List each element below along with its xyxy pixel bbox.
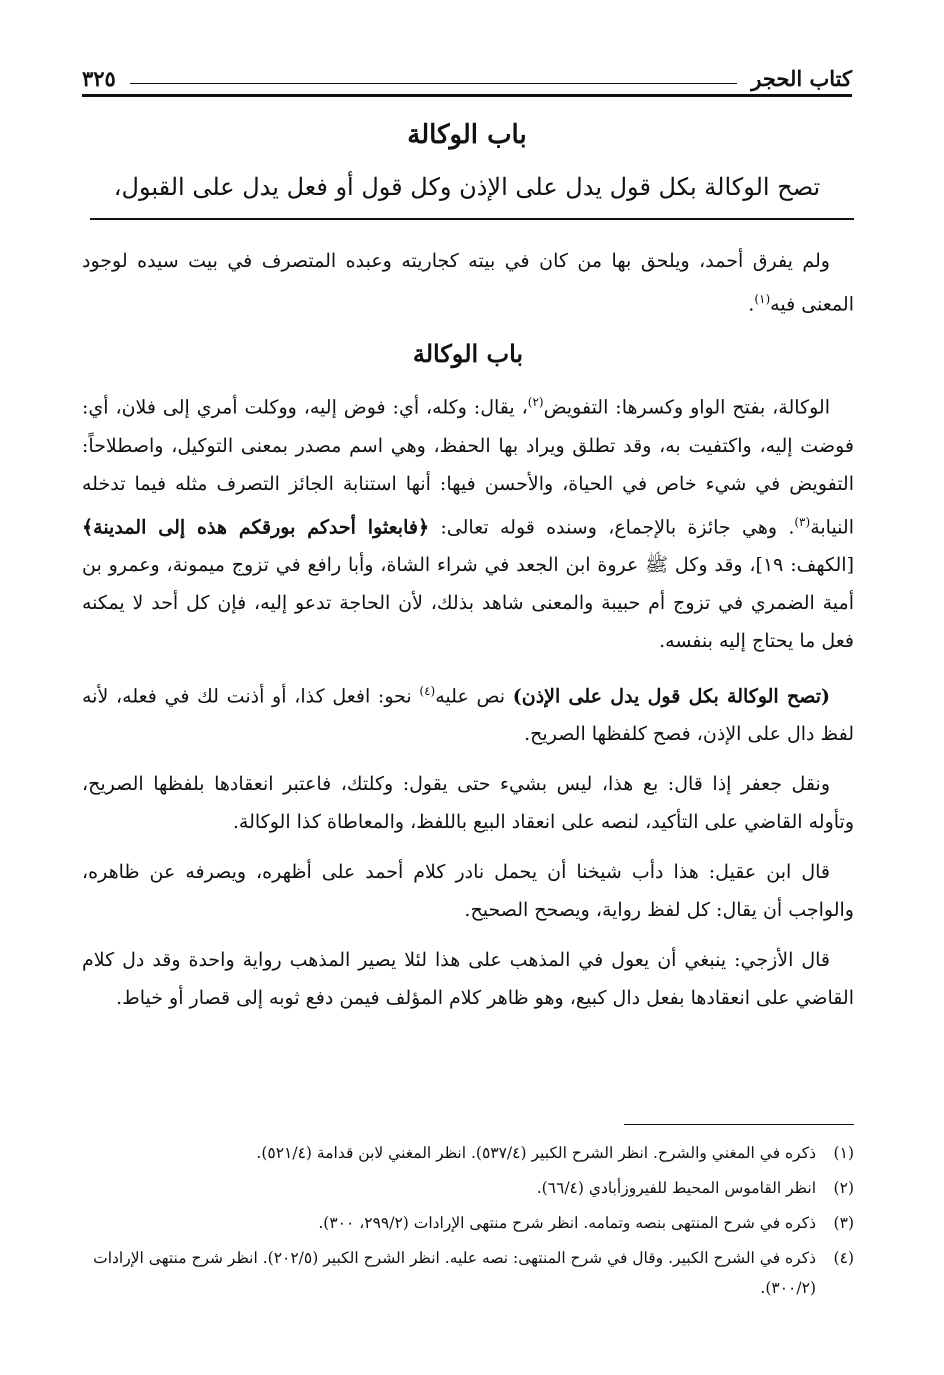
p2-text-a: نص عليه <box>435 685 513 708</box>
footnote <box>82 1173 854 1203</box>
footnote-number: (١) <box>833 1144 854 1162</box>
footnote-text: ذكره في المغني والشرح. انظر الشرح الكبير (٥٣٧/٤). انظر المغني لابن قدامة (٥٢١/٤). <box>256 1144 816 1162</box>
footnote-ref-2: (٢) <box>527 395 544 410</box>
header-rule <box>130 83 737 84</box>
page-number: ٣٢٥ <box>82 66 116 91</box>
matn-divider <box>90 218 854 220</box>
commentary <box>82 242 854 1029</box>
footnote-divider <box>624 1124 854 1125</box>
footnote-ref-3: (٣) <box>794 514 811 529</box>
paragraph-matn-quote <box>82 672 854 753</box>
footnote-number: (٤) <box>833 1249 854 1267</box>
footnote <box>82 1243 854 1303</box>
footnotes <box>82 1138 854 1308</box>
paragraph-azaji: قال الأزجي: ينبغي أن يعول في المذهب على هذا لئلا يصير المذهب رواية واحدة وقد دل كلام القاضي على انعقادها بفعل دال كبيع، وهو ظاهر كلام المؤلف فيمن دفع ثوبه إلى قصار أو خياط. <box>82 949 854 1010</box>
footnote-text: ذكره في شرح المنتهى بنصه وتمامه. انظر شرح منتهى الإرادات (٢٩٩/٢، ٣٠٠). <box>318 1214 816 1232</box>
footnote <box>82 1208 854 1238</box>
footnote-text: ذكره في الشرح الكبير. وقال في شرح المنتهى: نصه عليه. انظر الشرح الكبير (٢٠٢/٥). انظر شرح منتهى الإرادات (٣٠٠/٢). <box>93 1249 816 1297</box>
carry-over-end: . <box>748 293 755 316</box>
matn-quote: (تصح الوكالة بكل قول يدل على الإذن) <box>512 685 831 708</box>
footnote-number: (٣) <box>833 1214 854 1232</box>
footnote-number: (٢) <box>833 1179 854 1197</box>
footnote <box>82 1138 854 1168</box>
paragraph-jafar: ونقل جعفر إذا قال: بع هذا، ليس بشيء حتى يقول: وكلتك، فاعتبر انعقادها بلفظها الصريح، وتأوله القاضي على التأكيد، لنصه على انعقاد البيع باللفظ، والمعاطاة كذا الوكالة. <box>82 773 854 834</box>
p1-text-d: [الكهف: ١٩]، وقد وكل ﷺ عروة ابن الجعد في شراء الشاة، وأبا رافع في تزوج ميمونة، وعمرو بن أمية الضمري في تزوج أم حبيبة والمعنى شاهد بذلك، لأن الحاجة تدعو إليه، فإن كل أحد لا يمكنه فعل ما يحتاج إليه بنفسه. <box>82 553 854 652</box>
p1-text-c: . وهي جائزة بالإجماع، وسنده قوله تعالى: <box>429 515 795 538</box>
chapter-heading: باب الوكالة <box>407 120 527 150</box>
p1-text-a: الوكالة، بفتح الواو وكسرها: التفويض <box>543 396 830 419</box>
footnote-text: انظر القاموس المحيط للفيروزأبادي (٦٦/٤). <box>536 1179 816 1197</box>
carry-over-paragraph <box>82 242 854 323</box>
carry-over-text: ولم يفرق أحمد، ويلحق بها من كان في بيته كجاريته وعبده المتصرف في بيت سيده لوجود المعنى فيه <box>82 250 854 316</box>
footnote-ref-1: (١) <box>754 292 771 306</box>
matn-text: تصح الوكالة بكل قول يدل على الإذن وكل قول أو فعل يدل على القبول، <box>113 173 821 201</box>
p1-text-b: ، يقال: وكله، أي: فوض إليه، ووكلت أمري إلى فلان، أي: فوضت إليه، واكتفيت به، وقد تطلق ويراد بها الحفظ، وهي اسم مصدر بمعنى التوكيل، واصطلاحاً: التفويض في شيء خاص في الحياة، والأحسن فيها: أنها استنابة الجائز التصرف مثله فيما تدخله النيابة <box>82 396 854 538</box>
section-heading: باب الوكالة <box>412 339 524 369</box>
header-book-title: كتاب الحجر <box>751 66 852 91</box>
running-header <box>82 54 852 97</box>
paragraph-ibn-aqil: قال ابن عقيل: هذا دأب شيخنا أن يحمل نادر كلام أحمد على أظهره، ويصرفه عن ظاهره، والواجب أن يقال: كل لفظ رواية، ويصحح الصحيح. <box>82 861 854 922</box>
quran-verse: ﴿فابعثوا أحدكم بورقكم هذه إلى المدينة﴾ <box>82 515 430 538</box>
footnote-ref-4: (٤) <box>419 683 436 698</box>
p2-text-b: نحو: افعل كذا، أو أذنت لك في فعله، لأنه لفظ دال على الإذن، فصح كلفظها الصريح. <box>82 685 854 746</box>
paragraph-definition <box>82 383 854 660</box>
